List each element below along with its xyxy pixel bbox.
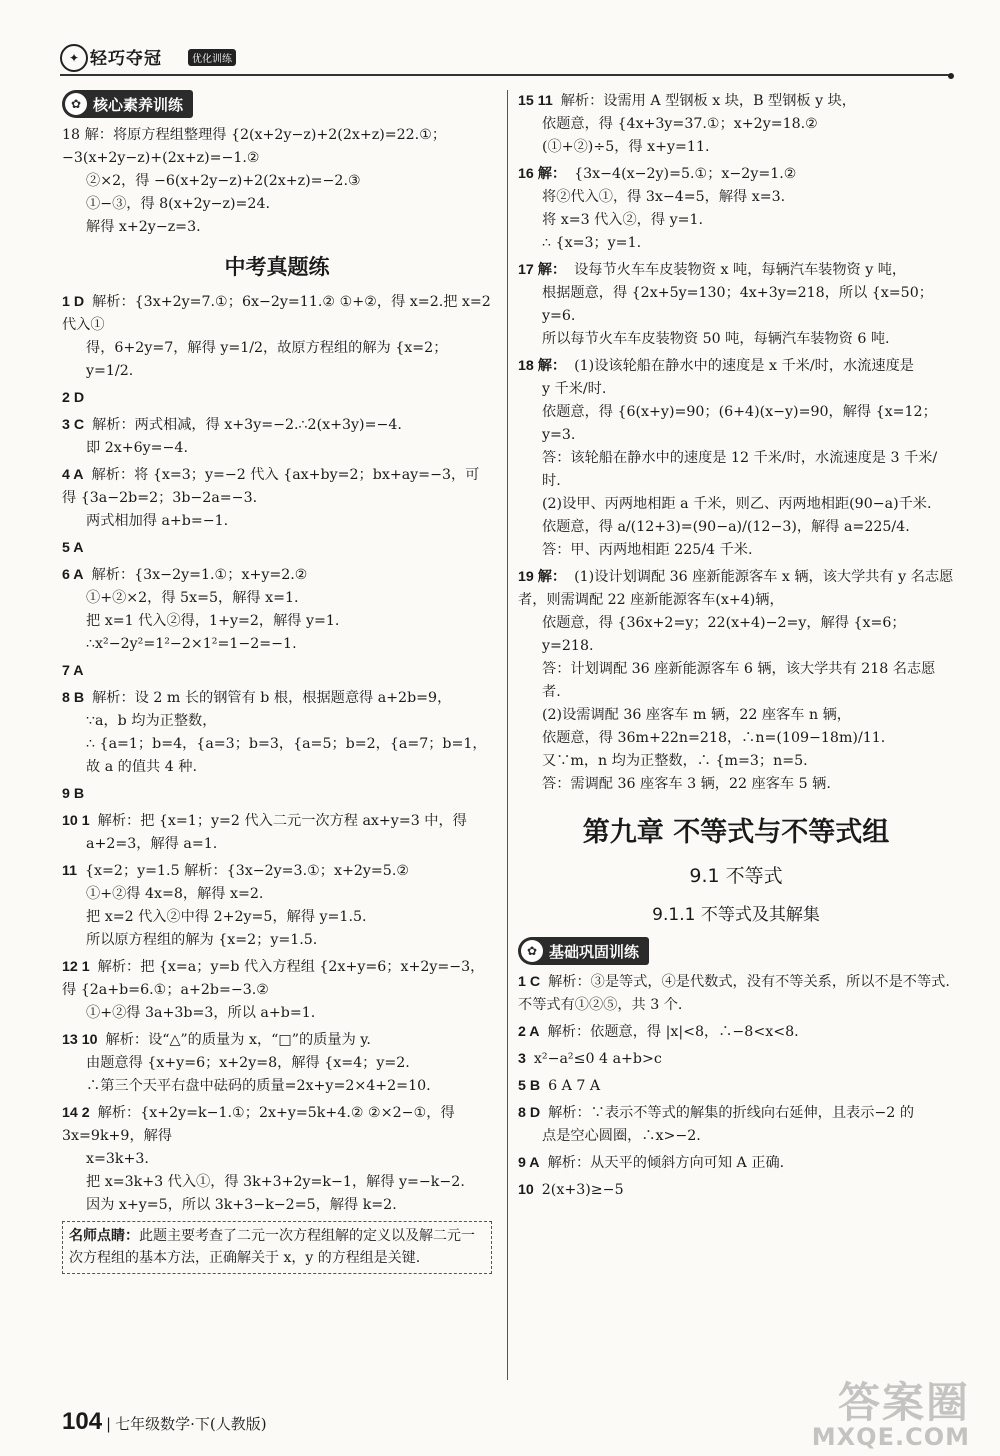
answer-line: ②×2，得 −6(x+2y−z)+2(2x+z)=−2.③ [86,173,361,189]
answer-number: 16 解： [518,166,567,182]
answer-item [518,1048,954,1071]
answer-line: (2)设需调配 36 座客车 m 辆，22 座客车 n 辆， [542,707,851,723]
answer-line [62,783,492,806]
answer-line [62,464,492,510]
answer-item [518,1179,954,1202]
answer-item [62,660,492,683]
banner-basic-label: 基础巩固训练 [549,942,640,961]
answer-item [62,291,492,383]
answer-item [518,1152,954,1175]
answer-line: 依题意，得 {6(x+y)=90；(6+4)(x−y)=90，解得 {x=12；y=3. [542,404,937,443]
answer-text: 解析：{3x−2y=1.①；x+y=2.② [91,567,308,583]
answer-number: 1 D [62,294,85,310]
answer-line: ①+②×2，得 5x=5，解得 x=1. [86,590,299,606]
answer-line [518,355,954,378]
answer-number: 3 [518,1051,526,1067]
brand-logo-icon: ✦ [60,44,88,72]
banner-core-label: 核心素养训练 [93,95,184,114]
answer-text: 解析：把 {x=1；y=2 代入二元一次方程 ax+y=3 中，得 [97,813,467,829]
answer-line [62,687,492,710]
answer-number: 19 解： [518,569,567,585]
right-column [518,90,954,1206]
answer-line: 由题意得 {x+y=6；x+2y=8，解得 {x=4；y=2. [86,1055,410,1071]
answer-line [62,660,492,683]
answer-item [62,1102,492,1217]
answer-number: 7 A [62,663,84,679]
answer-number: 5 B [518,1078,541,1094]
answer-line: x=3k+3. [86,1151,149,1167]
answer-line [518,1102,954,1125]
answer-line [62,1029,492,1052]
watermark [811,1378,970,1451]
answer-line: ①+②得 4x=8，解得 x=2. [86,886,264,902]
answer-number: 2 D [62,390,85,406]
answer-text: 解析：∵表示不等式的解集的折线向右延伸，且表示−2 的 [548,1105,915,1121]
answer-item [62,687,492,779]
answer-number: 5 A [62,540,84,556]
left-answer-list [62,291,492,1217]
answer-item [62,414,492,460]
answer-line: ∴x²−2y²=1²−2×1²=1−2=−1. [86,636,297,652]
answer-item [62,464,492,533]
answer-line [62,291,492,337]
answer-line: y 千米/时. [542,381,607,397]
answer-text: 解析：两式相减，得 x+3y=−2.∴2(x+3y)=−4. [92,417,402,433]
answer-item [518,259,954,351]
answer-line [62,1102,492,1148]
answer-line: 把 x=3k+3 代入①，得 3k+3+2y=k−1，解得 y=−k−2. [86,1174,465,1190]
right-answer-list [518,90,954,796]
answer-item [62,387,492,410]
answer-line [518,1021,954,1044]
answer-line: 把 x=2 代入②中得 2+2y=5，解得 y=1.5. [86,909,367,925]
column-divider [507,90,508,1380]
answer-item [62,783,492,806]
banner-basic [518,937,649,965]
chapter-title: 第九章 不等式与不等式组 [582,817,890,848]
brand-tag: 优化训练 [188,49,236,66]
answer-line: ∵a，b 均为正整数， [86,713,217,729]
answer-item [518,163,954,255]
answer-text: {3x−4(x−2y)=5.①；x−2y=1.② [574,166,797,182]
badge-icon: ✿ [65,93,87,115]
answer-text: {x=2；y=1.5 解析：{3x−2y=3.①；x+2y=5.② [85,863,410,879]
answer-line [62,860,492,883]
answer-line: 将②代入①，得 3x−4=5，解得 x=3. [542,189,786,205]
answer-text: 解析：依题意，得 |x|<8，∴−8<x<8. [547,1024,799,1040]
answer-number: 10 1 [62,813,90,829]
answer-text: 解析：{3x+2y=7.①；6x−2y=11.② ①+②，得 x=2.把 x=2 代入① [62,294,491,333]
answer-line: 答：计划调配 36 座新能源客车 6 辆，该大学共有 218 名志愿者. [542,661,936,700]
answer-18-core [62,124,492,239]
answer-line [518,259,954,282]
answer-line: ∴ {a=1；b=4，{a=3；b=3，{a=5；b=2，{a=7；b=1，故 a 的值共 4 种. [86,736,487,775]
answer-line: a+2=3，解得 a=1. [86,836,218,852]
answer-line [518,163,954,186]
answer-line [518,1048,954,1071]
answer-line: 答：需调配 36 座客车 3 辆，22 座客车 5 辆. [542,776,831,792]
answer-line: 把 x=1 代入②得，1+y=2，解得 y=1. [86,613,340,629]
footer-separator: | [106,1415,112,1433]
teacher-note-label: 名师点睛： [69,1228,139,1244]
answer-number: 11 [62,863,77,879]
section-9-1-1-title: 9.1.1 不等式及其解集 [652,905,820,925]
answer-item [518,971,954,1017]
answer-line: 答：该轮船在静水中的速度是 12 千米/时，水流速度是 3 千米/时. [542,450,938,489]
answer-number: 3 C [62,417,85,433]
answer-item [518,355,954,562]
answer-text: 解析：从天平的倾斜方向可知 A 正确. [547,1155,785,1171]
answer-item [62,956,492,1025]
answer-text: 解析：设需用 A 型钢板 x 块，B 型钢板 y 块， [560,93,856,109]
answer-line: 即 2x+6y=−4. [86,440,188,456]
answer-line [62,564,492,587]
left-column [62,90,492,1274]
answer-line: 依题意，得 {36x+2=y；22(x+4)−2=y，解得 {x=6；y=218. [542,615,906,654]
answer-line: 依题意，得 {4x+3y=37.①；x+2y=18.② [542,116,818,132]
answer-item [62,537,492,560]
answer-line: 将 x=3 代入②，得 y=1. [542,212,704,228]
answer-line [518,1179,954,1202]
section-title-zhongkao: 中考真题练 [224,255,330,279]
answer-line: ①+②得 3a+3b=3，所以 a+b=1. [86,1005,316,1021]
book-title: 七年级数学·下(人教版) [115,1415,267,1433]
answer-text: 6 A 7 A [548,1078,601,1094]
answer-number: 4 A [62,467,84,483]
answer-line: 所以每节火车车皮装物资 50 吨，每辆汽车装物资 6 吨. [542,331,890,347]
answer-number: 12 1 [62,959,90,975]
answer-item [518,1102,954,1148]
answer-number: 9 B [62,786,85,802]
answer-line [62,956,492,1002]
answer-text: (1)设该轮船在静水中的速度是 x 千米/时，水流速度是 [574,358,914,374]
answer-text: 解析：把 {x=a；y=b 代入方程组 {2x+y=6；x+2y=−3，得 {2a+b=6.①；a+2b=−3.② [62,959,485,998]
answer-item [518,1075,954,1098]
answer-line [62,537,492,560]
answer-line [62,414,492,437]
answer-text: 解析：设 2 m 长的钢管有 b 根，根据题意得 a+2b=9， [92,690,452,706]
answer-number: 14 2 [62,1105,90,1121]
answer-text: 解析：设“△”的质量为 x，“□”的质量为 y. [105,1032,371,1048]
answer-line: 解得 x+2y−z=3. [86,219,201,235]
answer-line [62,810,492,833]
answer-number: 15 11 [518,93,553,109]
answer-line [518,1152,954,1175]
answer-line: 得，6+2y=7，解得 y=1/2，故原方程组的解为 {x=2；y=1/2. [86,340,448,379]
answer-text: 解析：{x+2y=k−1.①；2x+y=5k+4.② ②×2−①，得 3x=9k+9，解得 [62,1105,455,1144]
answer-line [518,566,954,612]
header-rule-dot [948,73,954,79]
page-number: 104 [62,1408,103,1435]
answer-line: ∴ {x=3；y=1. [542,235,642,251]
answer-line: (2)设甲、丙两地相距 a 千米，则乙、丙两地相距(90−a)千米. [542,496,932,512]
right-answer-list-2 [518,971,954,1202]
teacher-note [62,1221,492,1274]
answer-line: ①−③，得 8(x+2y−z)=24. [86,196,270,212]
answer-line: 18 解：将原方程组整理得 {2(x+2y−z)+2(2x+z)=22.①；−3(x+2y−z)+(2x+z)=−1.② [62,127,447,166]
answer-line: 所以原方程组的解为 {x=2；y=1.5. [86,932,318,948]
answer-text: (1)设计划调配 36 座新能源客车 x 辆，该大学共有 y 名志愿者，则需调配 22 座新能源客车(x+4)辆， [518,569,954,608]
answer-line: 点是空心圆圈，∴x>−2. [542,1128,701,1144]
answer-item [518,90,954,159]
answer-line: 答：甲、丙两地相距 225/4 千米. [542,542,753,558]
answer-text: 解析：③是等式，④是代数式，没有不等关系，所以不是不等式. 不等式有①②⑤，共 3 个. [518,974,950,1013]
answer-number: 8 B [62,690,85,706]
answer-item [62,860,492,952]
answer-item [62,810,492,856]
banner-core [62,90,193,118]
page-footer [62,1408,267,1436]
answer-number: 1 C [518,974,541,990]
badge-icon: ✿ [521,940,543,962]
answer-number: 2 A [518,1024,540,1040]
teacher-note-text: 此题主要考查了二元一次方程组解的定义以及解二元一次方程组的基本方法，正确解关于 x，y 的方程组是关键. [69,1228,475,1267]
answer-text: 2(x+3)≥−5 [541,1182,624,1198]
answer-number: 18 解： [518,358,567,374]
answer-line: 依题意，得 a/(12+3)=(90−a)/(12−3)，解得 a=225/4. [542,519,910,535]
watermark-logo-text: 答案圈 [837,1378,970,1427]
answer-line [62,387,492,410]
answer-line [518,971,954,1017]
answer-line: 根据题意，得 {2x+5y=130；4x+3y=218，所以 {x=50；y=6. [542,285,933,324]
answer-line: 依题意，得 36m+22n=218，∴n=(109−18m)/11. [542,730,886,746]
answer-item [518,566,954,796]
answer-line [518,90,954,113]
answer-line: 因为 x+y=5，所以 3k+3−k−2=5，解得 k=2. [86,1197,397,1213]
answer-number: 8 D [518,1105,541,1121]
answer-number: 9 A [518,1155,540,1171]
answer-item [518,1021,954,1044]
answer-line: 又∵m，n 均为正整数，∴ {m=3；n=5. [542,753,808,769]
answer-line: 两式相加得 a+b=−1. [86,513,229,529]
page-header [60,40,950,76]
answer-number: 13 10 [62,1032,98,1048]
answer-item [62,1029,492,1098]
section-9-1-title: 9.1 不等式 [689,865,783,887]
answer-number: 10 [518,1182,534,1198]
answer-text: 设每节火车车皮装物资 x 吨，每辆汽车装物资 y 吨， [574,262,907,278]
answer-text: 解析：将 {x=3；y=−2 代入 {ax+by=2；bx+ay=−3，可得 {3a−2b=2；3b−2a=−3. [62,467,480,506]
watermark-url: MXQE.COM [811,1423,970,1451]
answer-text: x²−a²≤0 4 a+b>c [533,1051,662,1067]
answer-line [518,1075,954,1098]
answer-line: (①+②)÷5，得 x+y=11. [542,139,710,155]
answer-line: ∴第三个天平右盘中砝码的质量=2x+y=2×4+2=10. [86,1078,431,1094]
answer-number: 17 解： [518,262,567,278]
answer-item [62,564,492,656]
brand-name: 轻巧夺冠 [90,49,162,69]
answer-number: 6 A [62,567,84,583]
